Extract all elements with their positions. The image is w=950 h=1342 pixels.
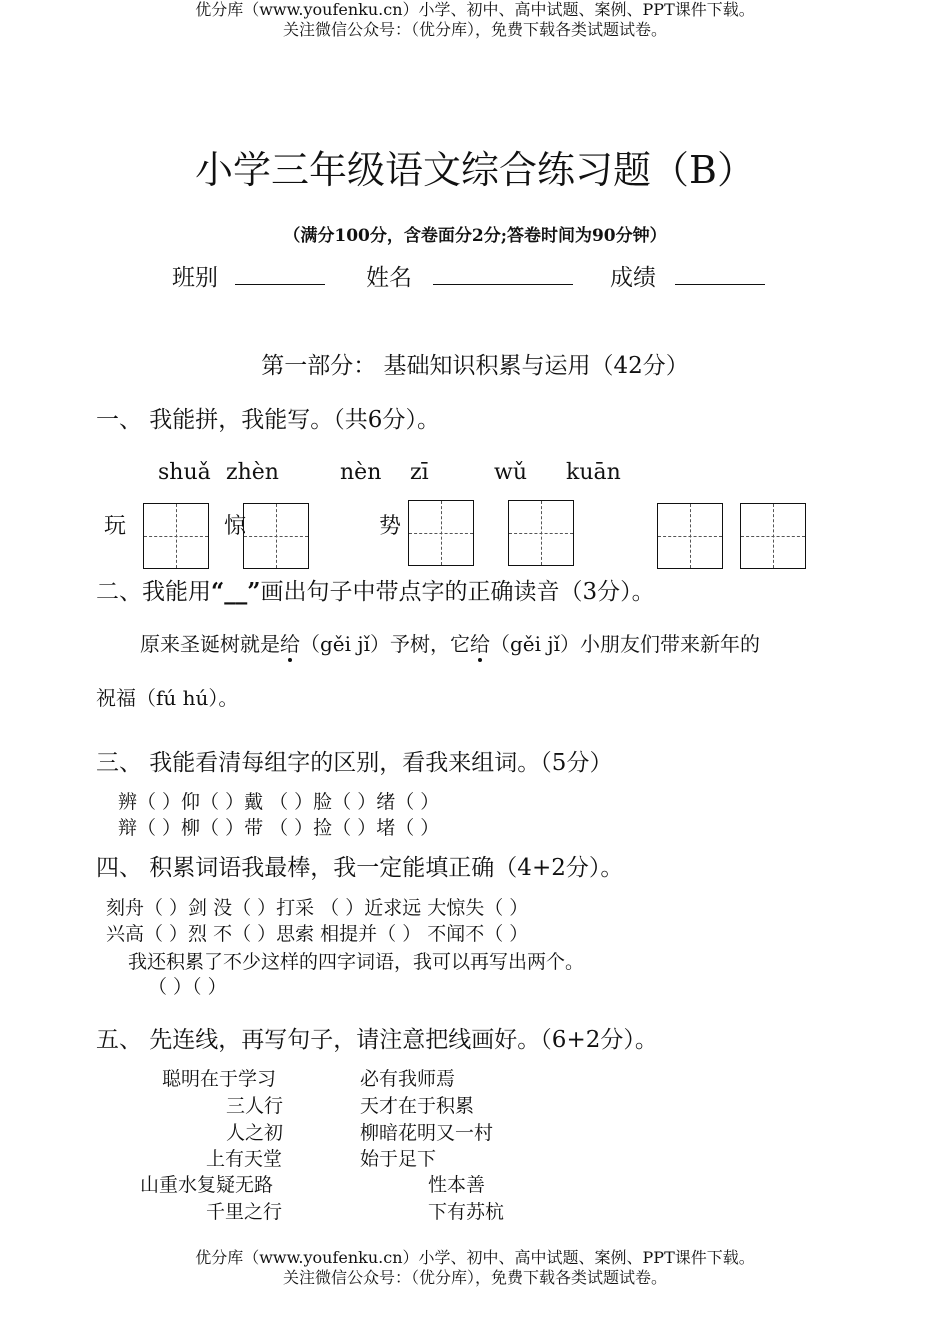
q2-sentence-line-2[interactable]: 祝福（fú hú）。 xyxy=(96,686,239,710)
dotted-char-2: 给 xyxy=(470,632,490,656)
q5-left-2[interactable]: 三人行 xyxy=(226,1095,284,1117)
question-1-heading: 一、 我能拼，我能写。（共6分）。 xyxy=(96,407,440,433)
pinyin-5: wǔ xyxy=(494,460,527,485)
q5-right-6[interactable]: 下有苏杭 xyxy=(428,1201,505,1223)
pinyin-3: nèn xyxy=(340,460,382,485)
class-field xyxy=(172,260,325,293)
q4-row-3: 我还积累了不少这样的四字词语，我可以再写出两个。 xyxy=(128,951,585,973)
page-title: 小学三年级语文综合练习题（B） xyxy=(195,148,755,192)
q5-left-4[interactable]: 上有天堂 xyxy=(206,1148,283,1170)
q4-row-1[interactable]: 刻舟（ ）剑 没（ ）打采 （ ）近求远 大惊失（ ） xyxy=(106,897,529,919)
question-4-heading: 四、 积累词语我最棒，我一定能填正确（4+2分）。 xyxy=(96,855,624,881)
q5-left-5[interactable]: 山重水复疑无路 xyxy=(140,1174,274,1196)
question-3-heading: 三、 我能看清每组字的区别，看我来组词。（5分） xyxy=(96,750,613,776)
score-blank[interactable] xyxy=(675,260,765,285)
name-label: 姓名 xyxy=(366,265,412,291)
q2-sentence-line-1 xyxy=(140,630,760,658)
pinyin-1: shuǎ xyxy=(158,460,211,485)
score-field xyxy=(610,260,765,293)
writing-box-5[interactable] xyxy=(657,503,723,569)
q3-row-1[interactable]: 辨（ ）仰（ ）戴 （ ）脸（ ）绪（ ） xyxy=(118,791,440,813)
footer-line-2: 关注微信公众号：（优分库），免费下载各类试题试卷。 xyxy=(282,1268,667,1287)
q2-part-2[interactable]: （gěi jǐ）予树，它 xyxy=(300,632,470,656)
q5-right-4[interactable]: 始于足下 xyxy=(360,1148,437,1170)
header-line-2: 关注微信公众号：（优分库），免费下载各类试题试卷。 xyxy=(282,20,667,39)
header-line-1: 优分库（www.youfenku.cn）小学、初中、高中试题、案例、PPT课件下载。 xyxy=(195,0,755,19)
q5-right-5[interactable]: 性本善 xyxy=(428,1174,486,1196)
pinyin-4: zī xyxy=(410,460,429,485)
writing-box-3[interactable] xyxy=(408,500,474,566)
pinyin-2: zhèn xyxy=(226,460,279,485)
q1-char-jing: 惊 xyxy=(224,514,247,539)
q5-left-3[interactable]: 人之初 xyxy=(226,1122,284,1144)
class-label: 班别 xyxy=(172,265,218,291)
q2-part-3[interactable]: （gěi jǐ）小朋友们带来新年的 xyxy=(490,632,760,656)
q4-row-4[interactable]: （ ）（ ） xyxy=(148,976,227,998)
class-blank[interactable] xyxy=(235,260,325,285)
q3-row-2[interactable]: 辩（ ）柳（ ）带 （ ）捡（ ）堵（ ） xyxy=(118,817,440,839)
writing-box-2[interactable] xyxy=(243,503,309,569)
question-5-heading: 五、 先连线，再写句子，请注意把线画好。（6+2分）。 xyxy=(96,1027,658,1053)
q1-char-shi: 势 xyxy=(379,514,402,539)
q5-right-3[interactable]: 柳暗花明又一村 xyxy=(360,1122,494,1144)
dotted-char-1: 给 xyxy=(280,632,300,656)
score-label: 成绩 xyxy=(610,265,656,291)
q1-char-wan: 玩 xyxy=(104,514,127,539)
name-blank[interactable] xyxy=(433,260,573,285)
q2-heading-end: 画出句子中带点字的正确读音（3分）。 xyxy=(260,579,655,605)
writing-box-1[interactable] xyxy=(143,503,209,569)
part-one-heading: 第一部分： 基础知识积累与运用（42分） xyxy=(261,353,689,379)
q2-underline-mark: “__” xyxy=(211,578,261,605)
q2-heading-start: 二、我能用 xyxy=(96,579,211,605)
writing-box-4[interactable] xyxy=(508,500,574,566)
q5-right-1[interactable]: 必有我师焉 xyxy=(360,1068,456,1090)
name-field xyxy=(366,260,573,293)
footer-line-1: 优分库（www.youfenku.cn）小学、初中、高中试题、案例、PPT课件下载。 xyxy=(195,1248,755,1267)
q5-right-2[interactable]: 天才在于积累 xyxy=(360,1095,475,1117)
writing-box-6[interactable] xyxy=(740,503,806,569)
q5-left-6[interactable]: 千里之行 xyxy=(206,1201,283,1223)
pinyin-6: kuān xyxy=(566,460,621,485)
q4-row-2[interactable]: 兴高（ ）烈 不（ ）思索 相提并（ ） 不闻不（ ） xyxy=(106,923,529,945)
q2-part-1: 原来圣诞树就是 xyxy=(140,632,280,656)
exam-subtitle: （满分100分，含卷面分2分;答卷时间为90分钟） xyxy=(283,226,667,246)
q5-left-1[interactable]: 聪明在于学习 xyxy=(162,1068,277,1090)
question-2-heading xyxy=(96,576,655,608)
